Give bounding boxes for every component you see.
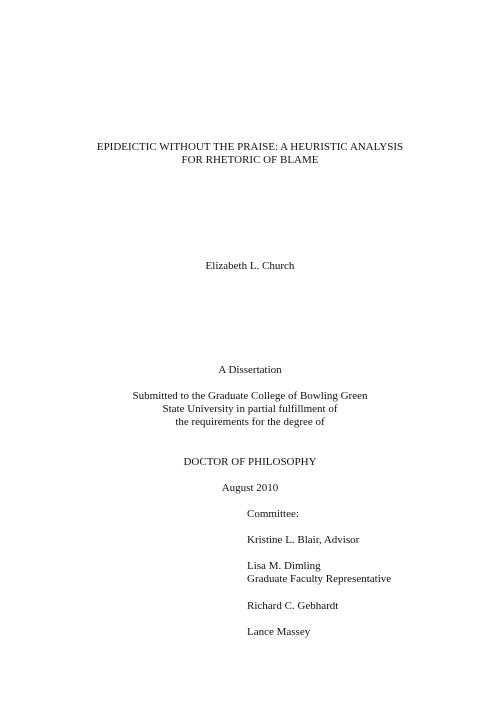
submission-line-2: State University in partial fulfillment of — [162, 403, 338, 415]
committee-member-role: Graduate Faculty Representative — [247, 573, 392, 585]
author-name: Elizabeth L. Church — [205, 260, 295, 272]
committee-member: Richard C. Gebhardt — [247, 600, 339, 612]
submission-line-1: Submitted to the Graduate College of Bowling Green — [132, 390, 368, 402]
submission-statement — [0, 390, 500, 429]
submission-date: August 2010 — [221, 482, 279, 494]
dissertation-title — [0, 141, 500, 167]
title-line-1: EPIDEICTIC WITHOUT THE PRAISE: A HEURISTIC ANALYSIS — [96, 141, 404, 153]
title-line-2: FOR RHETORIC OF BLAME — [181, 154, 319, 166]
committee-member: Lance Massey — [247, 626, 311, 638]
document-type: A Dissertation — [218, 364, 282, 376]
submission-line-3: the requirements for the degree of — [175, 416, 325, 428]
committee-member-advisor: Kristine L. Blair, Advisor — [247, 534, 360, 546]
committee-member-name: Lisa M. Dimling — [247, 560, 321, 572]
committee-label: Committee: — [247, 508, 299, 520]
degree-name: DOCTOR OF PHILOSOPHY — [183, 456, 317, 468]
committee-member-representative — [247, 560, 391, 586]
